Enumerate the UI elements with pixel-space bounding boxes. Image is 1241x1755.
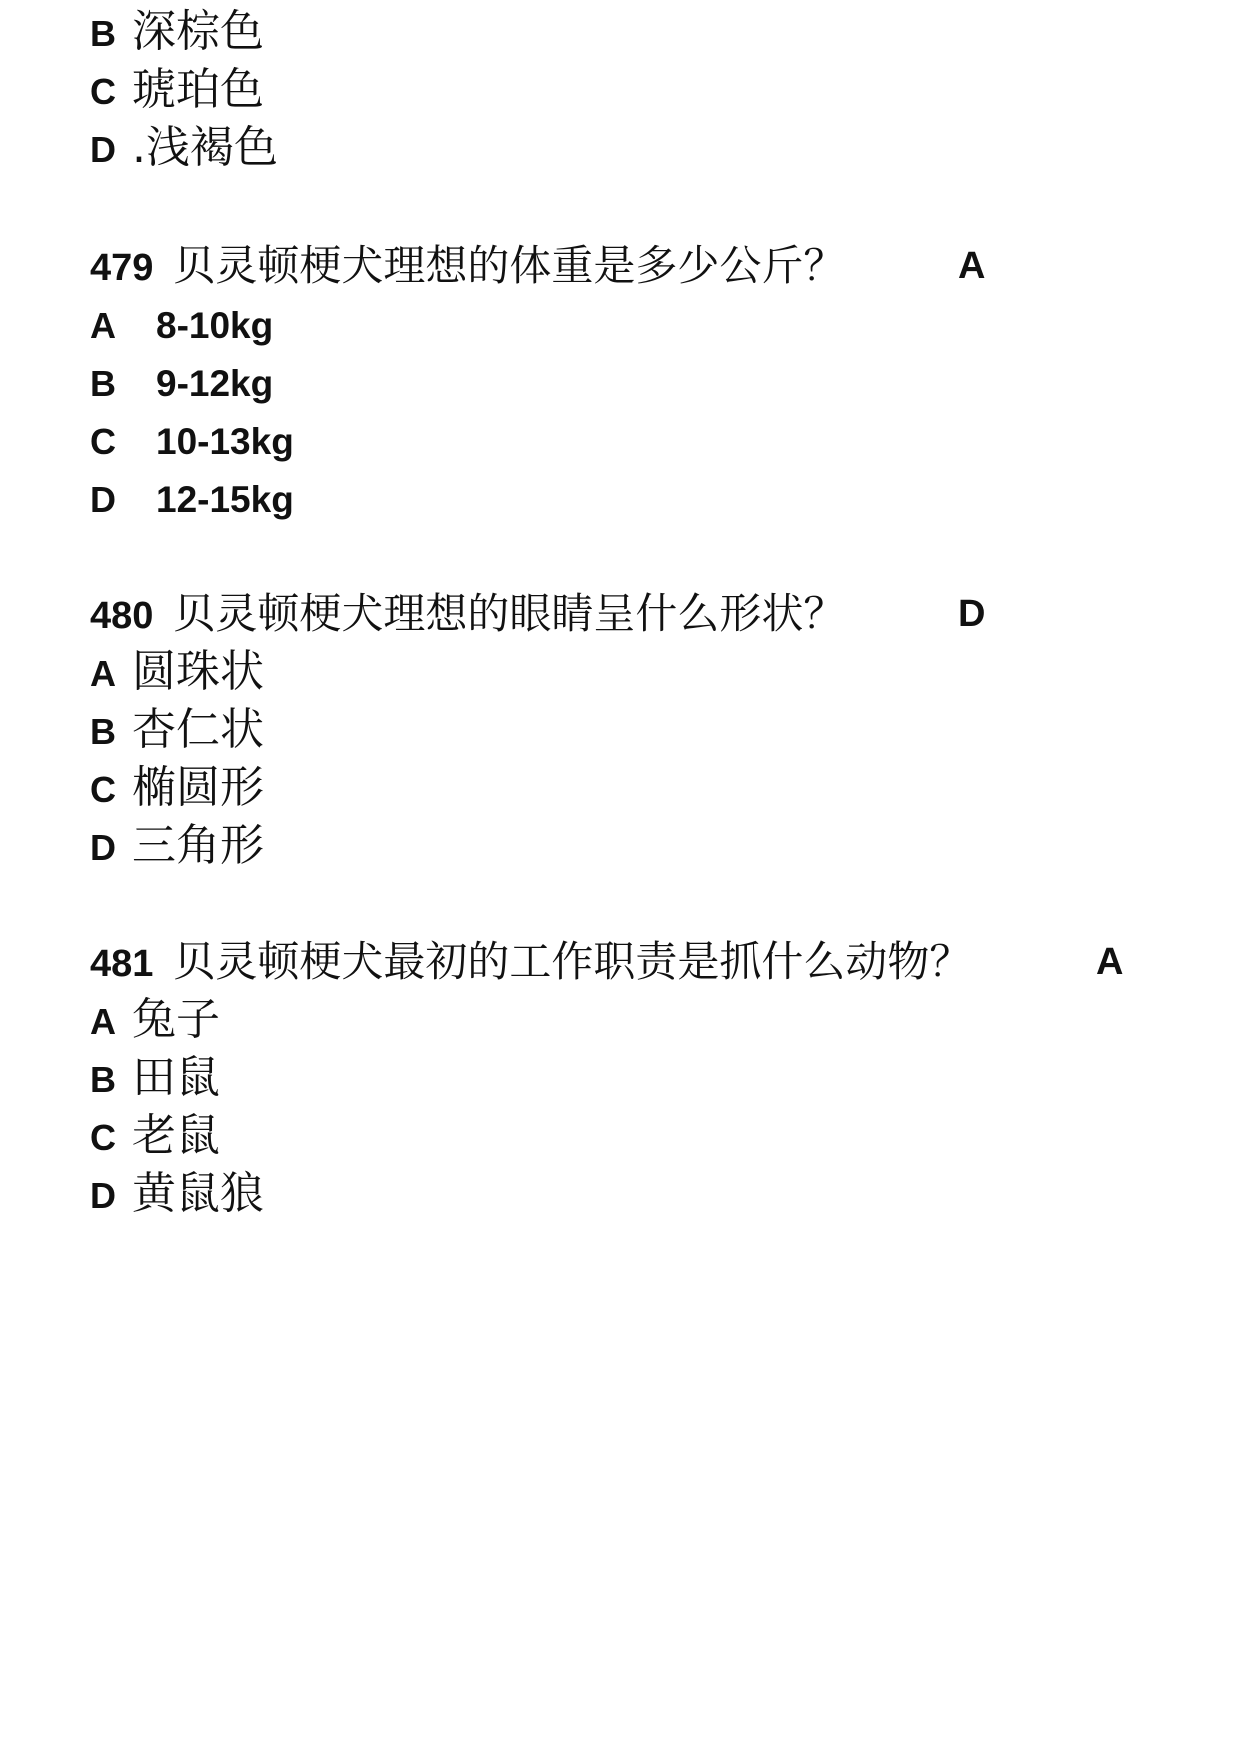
question-479-stem xyxy=(90,236,845,296)
question-480-option-a xyxy=(90,642,264,702)
question-number: 480 xyxy=(90,595,154,637)
question-480-option-c xyxy=(90,758,264,818)
question-text: 贝灵顿梗犬最初的工作职责是抓什么动物？ xyxy=(173,937,972,986)
option-text: 深棕色 xyxy=(132,6,264,57)
prev-option-b xyxy=(90,2,264,62)
option-text: 椭圆形 xyxy=(132,762,264,813)
option-text: 8-10kg xyxy=(156,305,274,346)
question-481-option-a xyxy=(90,990,220,1050)
question-480-stem xyxy=(90,584,845,644)
question-number: 481 xyxy=(90,943,154,985)
option-letter: B xyxy=(90,711,116,752)
option-letter: B xyxy=(90,363,116,404)
option-letter: B xyxy=(90,1059,116,1100)
question-answer: A xyxy=(958,245,986,287)
option-letter: A xyxy=(90,305,116,346)
option-letter: D xyxy=(90,479,116,520)
option-letter: C xyxy=(90,1117,116,1158)
option-text: .浅褐色 xyxy=(132,122,278,173)
option-letter: C xyxy=(90,421,116,462)
option-text: 琥珀色 xyxy=(132,64,264,115)
question-481-option-d xyxy=(90,1164,264,1224)
option-letter: A xyxy=(90,653,116,694)
question-481-option-c xyxy=(90,1106,220,1166)
question-number: 479 xyxy=(90,247,154,289)
option-text: 9-12kg xyxy=(156,363,274,404)
question-479-option-b xyxy=(90,352,273,412)
option-text: 圆珠状 xyxy=(132,646,264,697)
question-answer: D xyxy=(958,593,986,635)
question-480-option-b xyxy=(90,700,264,760)
question-479-option-c xyxy=(90,410,294,470)
question-479-option-a xyxy=(90,294,273,354)
prev-option-d xyxy=(90,118,278,178)
question-481-option-b xyxy=(90,1048,220,1108)
option-text: 12-15kg xyxy=(156,479,294,520)
option-text: 兔子 xyxy=(132,994,220,1045)
option-letter: C xyxy=(90,769,116,810)
prev-option-c xyxy=(90,60,264,120)
option-text: 老鼠 xyxy=(132,1110,220,1161)
option-letter: D xyxy=(90,129,116,170)
question-480-option-d xyxy=(90,816,264,876)
option-text: 田鼠 xyxy=(132,1052,220,1103)
option-letter: C xyxy=(90,71,116,112)
question-answer: A xyxy=(1096,941,1124,983)
option-text: 三角形 xyxy=(132,820,264,871)
option-letter: D xyxy=(90,827,116,868)
question-text: 贝灵顿梗犬理想的眼睛呈什么形状？ xyxy=(173,589,846,638)
option-text: 10-13kg xyxy=(156,421,294,462)
option-letter: A xyxy=(90,1001,116,1042)
question-text: 贝灵顿梗犬理想的体重是多少公斤？ xyxy=(173,241,846,290)
option-letter: B xyxy=(90,13,116,54)
question-479-option-d xyxy=(90,468,294,528)
option-letter: D xyxy=(90,1175,116,1216)
question-481-stem xyxy=(90,932,971,992)
option-text: 杏仁状 xyxy=(132,704,264,755)
option-text: 黄鼠狼 xyxy=(132,1168,264,1219)
